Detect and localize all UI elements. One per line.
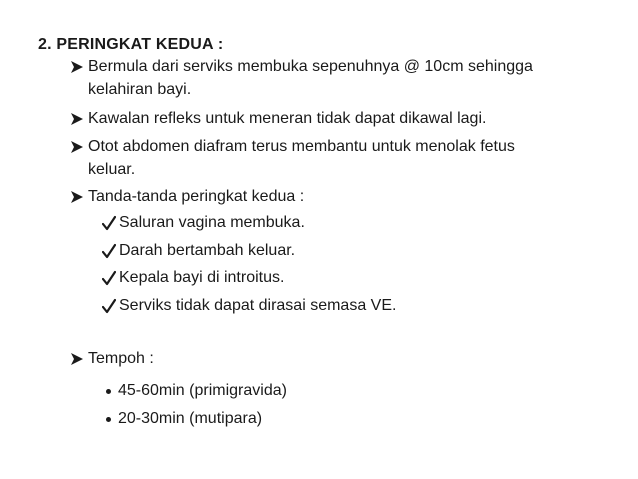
list-item-text: Bermula dari serviks membuka sepenuhnya @ 10cm sehingga xyxy=(88,58,533,75)
list-item-text: keluar. xyxy=(88,161,136,178)
arrow-bullet-icon xyxy=(70,56,84,78)
dot-bullet-icon xyxy=(104,408,114,430)
sign-text: Serviks tidak dapat dirasai semasa VE. xyxy=(119,297,397,314)
list-item-text: kelahiran bayi. xyxy=(88,81,192,98)
arrow-bullet-icon xyxy=(70,136,84,158)
list-item-text: Tanda-tanda peringkat kedua : xyxy=(88,188,305,205)
arrow-bullet-icon xyxy=(70,108,84,130)
sign-text: Kepala bayi di introitus. xyxy=(119,269,285,286)
list-item-text: Kawalan refleks untuk meneran tidak dapat dikawal lagi. xyxy=(88,110,487,127)
dot-bullet-icon xyxy=(104,380,114,402)
check-icon xyxy=(102,295,116,317)
arrow-bullet-icon xyxy=(70,186,84,208)
check-icon xyxy=(102,240,116,262)
check-icon xyxy=(102,212,116,234)
duration-text: 20-30min (mutipara) xyxy=(118,410,263,427)
list-item-text: Otot abdomen diafram terus membantu untuk menolak fetus xyxy=(88,138,515,155)
sign-text: Saluran vagina membuka. xyxy=(119,214,305,231)
tempoh-label: Tempoh : xyxy=(88,350,154,367)
section-heading: 2. PERINGKAT KEDUA : xyxy=(38,36,224,53)
arrow-bullet-icon xyxy=(70,348,84,370)
sign-text: Darah bertambah keluar. xyxy=(119,242,296,259)
check-icon xyxy=(102,267,116,289)
duration-text: 45-60min (primigravida) xyxy=(118,382,287,399)
